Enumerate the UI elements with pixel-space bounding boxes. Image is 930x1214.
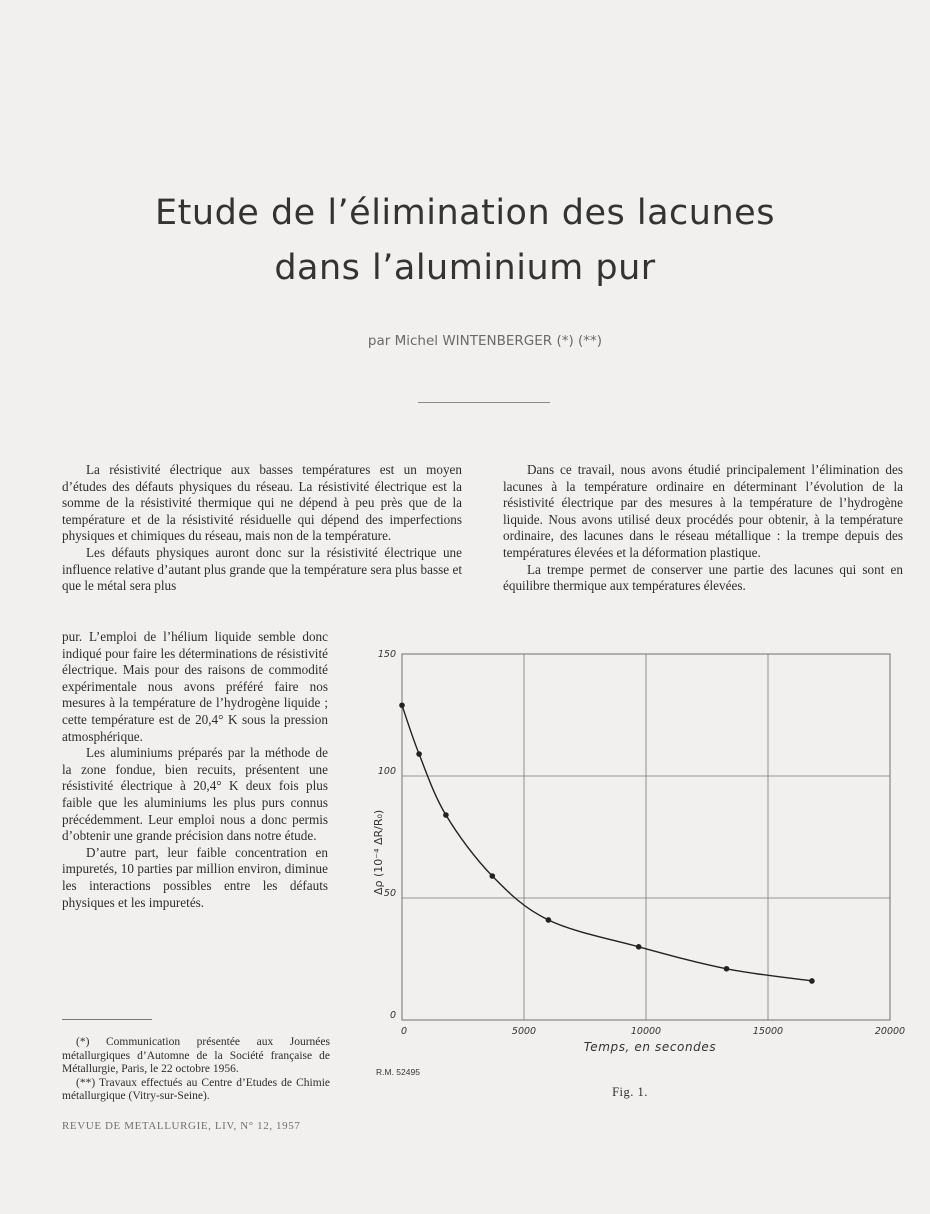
paragraph: La résistivité électrique aux basses températures est un moyen d’études des défauts physiques du réseau. La résistivité électrique est la somme de la résistivité thermique qui ne dépend à peu près que de la température et de la résistivité résiduelle qui dépend des imperfections physiques et chimiques du réseau, mais non de la température. xyxy=(62,462,462,544)
x-tick-label: 5000 xyxy=(511,1026,537,1037)
x-axis-label: Temps, en secondes xyxy=(583,1040,717,1054)
data-point xyxy=(809,978,815,984)
data-point xyxy=(489,873,495,879)
decay-curve xyxy=(402,705,812,981)
paragraph: Dans ce travail, nous avons étudié principalement l’élimination des lacunes à la température ordinaire en déterminant l’évolution de la résistivité électrique par des mesures à la température de l’hydrogène liquide. Nous avons utilisé deux procédés pour obtenir, à la température ordinaire, des lacunes dans le réseau métallique : la trempe depuis des températures élevées et la déformation plastique. xyxy=(503,462,903,560)
paragraph: La trempe permet de conserver une partie des lacunes qui sont en équilibre thermique aux températures élevées. xyxy=(503,561,903,594)
x-tick-label: 15000 xyxy=(752,1026,784,1037)
data-point xyxy=(636,944,642,950)
figure-1-chart xyxy=(360,640,920,1060)
left-narrow-column xyxy=(62,629,328,911)
title-divider xyxy=(418,402,550,403)
data-point xyxy=(443,812,449,818)
figure-caption: Fig. 1. xyxy=(612,1085,648,1099)
data-point xyxy=(546,917,552,923)
y-tick-label: 0 xyxy=(389,1010,396,1021)
y-tick-label: 50 xyxy=(383,888,396,899)
left-column xyxy=(62,462,462,595)
right-column xyxy=(503,462,903,595)
paragraph: Les aluminiums préparés par la méthode de la zone fondue, bien recuits, présentent une résistivité électrique à 20,4° K deux fois plus faible que les aluminiums les plus purs connus précédemment. Leur emploi nous a donc permis d’obtenir une grande précision dans notre étude. xyxy=(62,745,328,844)
title-block xyxy=(0,186,930,296)
x-tick-label: 10000 xyxy=(630,1026,662,1037)
y-tick-label: 100 xyxy=(377,766,396,777)
paragraph: D’autre part, leur faible concentration en impuretés, 10 parties par million environ, diminue les interactions possibles entre les défauts physiques et les impuretés. xyxy=(62,844,328,910)
paragraph: Les défauts physiques auront donc sur la résistivité électrique une influence relative d’autant plus grande que la température sera plus basse et que le métal sera plus xyxy=(62,544,462,594)
paragraph: pur. L’emploi de l’hélium liquide semble donc indiqué pour faire les déterminations de résistivité électrique. Mais pour des raisons de commodité expérimentale nous avons préféré faire nos mesures à la température de l’hydrogène liquide ; cette température est de 20,4° K sous la pression atmosphérique. xyxy=(62,629,328,744)
footnotes xyxy=(62,1036,330,1104)
x-tick-label: 20000 xyxy=(874,1026,906,1037)
y-axis-label xyxy=(372,810,385,895)
y-axis-label-prefix: Δρ xyxy=(372,880,385,895)
title-line-1: Etude de l’élimination des lacunes xyxy=(155,193,775,233)
journal-reference: REVUE DE METALLURGIE, LIV, N° 12, 1957 xyxy=(62,1120,301,1132)
data-point xyxy=(416,751,422,757)
data-point xyxy=(399,702,405,708)
author-line: par Michel WINTENBERGER (*) (**) xyxy=(367,333,603,349)
y-axis-label-units: (10⁻⁴ ΔR/R₀) xyxy=(372,809,385,877)
footnote-divider xyxy=(62,1019,152,1020)
footnote-2: (**) Travaux effectués au Centre d’Etudes de Chimie métallurgique (Vitry-sur-Seine). xyxy=(62,1076,330,1103)
data-points xyxy=(399,702,815,983)
y-tick-label: 150 xyxy=(377,649,396,660)
title-line-2: dans l’aluminium pur xyxy=(274,248,656,288)
chart-ticks xyxy=(378,649,905,1037)
data-point xyxy=(724,966,730,972)
figure-reference-code: R.M. 52495 xyxy=(376,1067,420,1077)
chart-grid xyxy=(402,654,890,1020)
x-tick-label: 0 xyxy=(400,1026,408,1037)
footnote-1: (*) Communication présentée aux Journées métallurgiques d’Automne de la Société française de Métallurgie, Paris, le 22 octobre 1956. xyxy=(62,1036,330,1076)
